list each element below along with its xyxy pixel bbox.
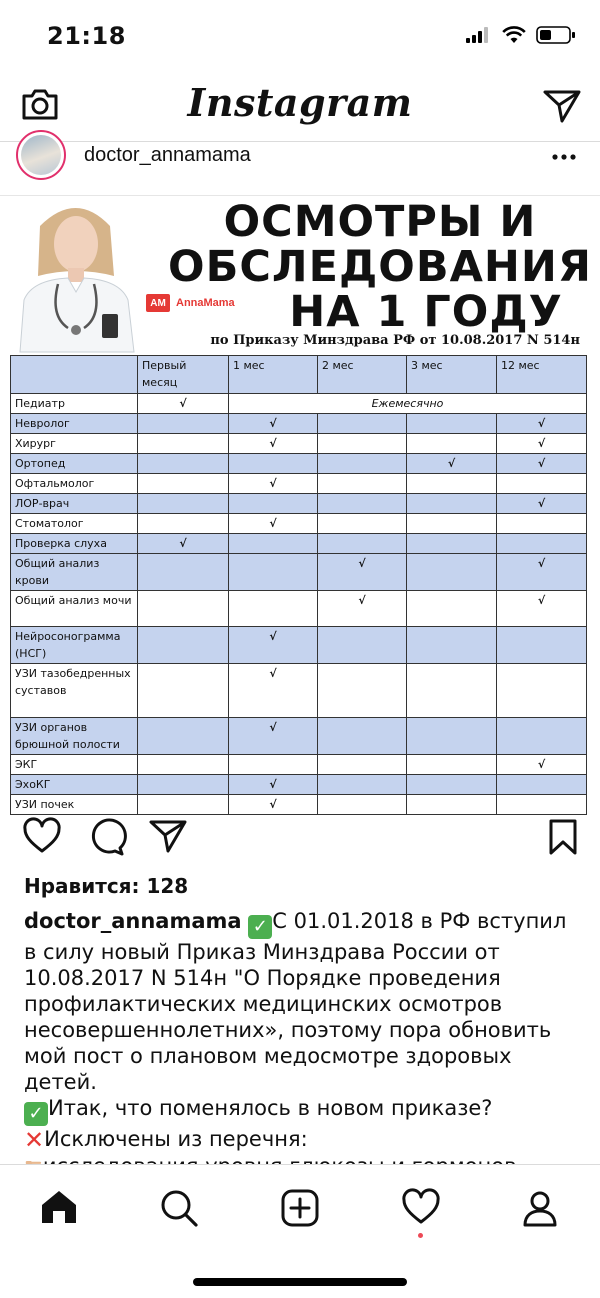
notification-dot [418, 1233, 423, 1238]
check-cell [138, 591, 229, 627]
activity-heart-icon[interactable] [401, 1189, 441, 1225]
row-label: Офтальмолог [11, 474, 138, 494]
check-cell: √ [229, 795, 318, 815]
check-cell [497, 664, 587, 718]
check-cell [318, 534, 407, 554]
row-label: УЗИ органов брюшной полости [11, 718, 138, 755]
row-label: Нейросонограмма (НСГ) [11, 627, 138, 664]
more-dots-icon[interactable] [552, 154, 576, 160]
check-cell [138, 414, 229, 434]
check-cell [138, 434, 229, 454]
doctor-photo [10, 196, 142, 352]
check-cell [318, 414, 407, 434]
status-icons [466, 26, 576, 44]
row-label: ЭхоКГ [11, 775, 138, 795]
check-cell [229, 554, 318, 591]
check-cell [138, 775, 229, 795]
check-cell [407, 591, 497, 627]
caption-username[interactable]: doctor_annamama [24, 909, 242, 933]
table-row [11, 414, 587, 434]
table-row [11, 394, 587, 414]
row-label: Общий анализ крови [11, 554, 138, 591]
post-caption [24, 908, 584, 1164]
row-label: Стоматолог [11, 514, 138, 534]
check-cell [318, 454, 407, 474]
brand-name: AnnaMama [176, 297, 235, 309]
search-icon[interactable] [160, 1189, 198, 1227]
check-cell: √ [497, 554, 587, 591]
post-image[interactable] [0, 196, 600, 811]
table-row [11, 591, 587, 627]
row-label: Педиатр [11, 394, 138, 414]
check-cell [138, 554, 229, 591]
home-indicator [193, 1278, 407, 1286]
post-actions [0, 810, 600, 866]
table-row [11, 718, 587, 755]
caption-text: С 01.01.2018 в РФ вступил в силу новый Приказ Минздрава России от 10.08.2017 N 514н "О Порядке проведения профилактических медицинских осмотров несовершеннолетних», поэтому пора обновить мой пост о плановом медосмотре здоровых детей. [24, 909, 567, 1094]
table-row [11, 434, 587, 454]
table-header-row [11, 356, 587, 394]
table-row [11, 775, 587, 795]
caption-text: Итак, что поменялось в новом приказе? [48, 1096, 493, 1120]
check-cell: √ [138, 394, 229, 414]
image-subtitle: по Приказу Минздрава РФ от 10.08.2017 N 514н [210, 333, 580, 348]
check-cell [407, 775, 497, 795]
check-cell [407, 534, 497, 554]
check-cell [497, 534, 587, 554]
check-cell [407, 755, 497, 775]
exam-schedule-table [10, 355, 587, 815]
row-label: УЗИ почек [11, 795, 138, 815]
check-cell: √ [497, 591, 587, 627]
likes-count[interactable]: Нравится: 128 [24, 874, 189, 898]
check-cell [318, 474, 407, 494]
check-cell [318, 627, 407, 664]
check-cell [497, 775, 587, 795]
check-cell [229, 755, 318, 775]
check-cell [229, 494, 318, 514]
brand-badge: AM [146, 294, 170, 312]
avatar[interactable] [16, 130, 66, 180]
check-cell: √ [497, 494, 587, 514]
table-header: 1 мес [229, 356, 318, 394]
row-label: Общий анализ мочи [11, 591, 138, 627]
row-label: УЗИ тазобедренных суставов [11, 664, 138, 718]
row-label: Невролог [11, 414, 138, 434]
check-cell [497, 718, 587, 755]
check-cell [318, 775, 407, 795]
table-header: Первый месяц [138, 356, 229, 394]
table-row [11, 494, 587, 514]
check-cell [497, 627, 587, 664]
comment-icon[interactable] [86, 818, 126, 856]
check-cell [138, 454, 229, 474]
check-cell [138, 474, 229, 494]
check-cell: √ [229, 514, 318, 534]
check-cell: √ [229, 474, 318, 494]
heart-icon[interactable] [22, 818, 62, 854]
check-cell [407, 627, 497, 664]
row-label: ЭКГ [11, 755, 138, 775]
table-row [11, 755, 587, 775]
check-cell [407, 494, 497, 514]
check-cell: √ [229, 718, 318, 755]
check-cell [407, 474, 497, 494]
table-row [11, 664, 587, 718]
post-username[interactable]: doctor_annamama [84, 144, 251, 166]
check-cell: √ [497, 434, 587, 454]
check-cell: √ [497, 454, 587, 474]
cross-mark-icon: ✕ [24, 1126, 45, 1154]
check-cell [138, 627, 229, 664]
check-cell [407, 414, 497, 434]
row-label: Ортопед [11, 454, 138, 474]
check-cell: √ [138, 534, 229, 554]
check-cell: √ [497, 755, 587, 775]
post-header [0, 142, 600, 196]
check-cell [138, 755, 229, 775]
brand-logo [146, 294, 235, 312]
check-cell: √ [229, 664, 318, 718]
profile-icon[interactable] [521, 1189, 559, 1227]
row-label: Проверка слуха [11, 534, 138, 554]
wifi-icon [502, 26, 526, 44]
row-label: ЛОР-врач [11, 494, 138, 514]
table-header: 2 мес [318, 356, 407, 394]
check-cell [318, 718, 407, 755]
check-cell: √ [497, 414, 587, 434]
check-cell [407, 514, 497, 534]
check-cell: √ [318, 554, 407, 591]
paper-plane-icon[interactable] [148, 818, 188, 854]
check-mark-icon: ✓ [24, 1102, 48, 1126]
monthly-cell: Ежемесячно [229, 394, 587, 414]
check-mark-icon: ✓ [248, 915, 272, 939]
status-time: 21:18 [47, 22, 126, 50]
check-cell [138, 664, 229, 718]
add-post-icon[interactable] [281, 1189, 319, 1227]
table-row [11, 454, 587, 474]
check-cell [318, 434, 407, 454]
image-headline: ОСМОТРЫ И ОБСЛЕДОВАНИЯ НА 1 ГОДУ [168, 197, 592, 337]
check-cell: √ [229, 414, 318, 434]
table-row [11, 474, 587, 494]
table-header [11, 356, 138, 394]
check-cell [407, 434, 497, 454]
table-header: 12 мес [497, 356, 587, 394]
caption-text: Исключены из перечня: [44, 1127, 308, 1151]
bookmark-icon[interactable] [548, 818, 578, 856]
table-header: 3 мес [407, 356, 497, 394]
table-row [11, 554, 587, 591]
check-cell: √ [229, 434, 318, 454]
paper-plane-icon[interactable] [542, 88, 582, 124]
check-cell [407, 718, 497, 755]
check-cell [318, 514, 407, 534]
home-icon[interactable] [40, 1189, 78, 1225]
table-row [11, 627, 587, 664]
check-cell [407, 554, 497, 591]
check-cell [229, 591, 318, 627]
check-cell [318, 755, 407, 775]
check-cell [138, 494, 229, 514]
app-header [0, 72, 600, 142]
app-logo: Instagram [187, 80, 413, 125]
check-cell: √ [229, 627, 318, 664]
check-cell [318, 494, 407, 514]
table-row [11, 514, 587, 534]
check-cell [138, 718, 229, 755]
row-label: Хирург [11, 434, 138, 454]
check-cell [497, 474, 587, 494]
check-cell [407, 664, 497, 718]
check-cell [497, 514, 587, 534]
check-cell [229, 454, 318, 474]
check-cell [318, 664, 407, 718]
check-cell: √ [318, 591, 407, 627]
check-cell [138, 514, 229, 534]
check-cell [229, 534, 318, 554]
cellular-signal-icon [466, 27, 492, 43]
check-cell: √ [229, 775, 318, 795]
status-bar [0, 0, 600, 72]
table-row [11, 534, 587, 554]
check-cell: √ [407, 454, 497, 474]
battery-icon [536, 26, 576, 44]
